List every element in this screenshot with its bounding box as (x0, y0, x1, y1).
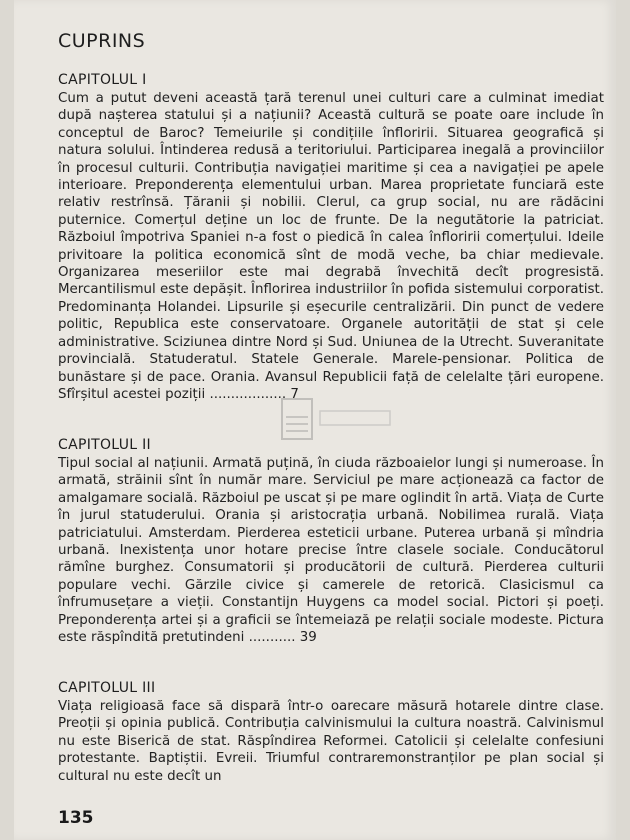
chapter-1 (58, 72, 604, 403)
watermark-book-icon (276, 393, 396, 445)
chapter-1-page-ref: 7 (290, 386, 299, 402)
page-title: CUPRINS (58, 30, 146, 52)
chapter-3 (58, 680, 604, 785)
chapter-1-heading: CAPITOLUL I (58, 72, 147, 88)
chapter-1-text: Cum a putut deveni această țară terenul unei culturi care a culminat imediat după nașterea statului și a națiunii? Această cultură se poate oare include în conceptul de Baroc? Temeiurile și condițiile înfloririi. Situarea geografică și natura solului. Întinderea redusă a teritoriului. Participarea inegală a provinciilor în procesul culturii. Contribuția navigației maritime și cea a navigației pe apele interioare. Preponderența elementului urban. Marea proprietate funciară este relativ restrînsă. Țăranii și nobilii. Clerul, ca grup social, nu are rădăcini puternice. Comerțul deține un loc de frunte. De la negutătorie la patriciat. Războiul împotriva Spaniei n-a fost o piedică în calea înfloririi comerțului. Ideile privitoare la politica economică sînt de modă veche, ba chiar medievale. Organizarea meseriilor este mai degrabă învechită decît progresistă. Mercantilismul este depășit. Înflorirea industriilor în pofida sistemului corporatist. Predominanța Holandei. Lipsurile și eșecurile centralizării. Din punct de vedere politic, Republica este conservatoare. Organele autorității de stat și cele administrative. Sciziunea dintre Nord și Sud. Uniunea de la Utrecht. Suveranitate provincială. Statuderatul. Statele Generale. Marele-pensionar. Politica de bunăstare și de pace. Orania. Avansul Republicii față de celelalte țări europene. Sfîrșitul acestei poziții (58, 91, 604, 402)
chapter-2-leader: ........... (248, 630, 296, 646)
chapter-2-page-ref: 39 (299, 630, 317, 646)
chapter-1-leader: .................. (209, 386, 287, 402)
chapter-3-heading: CAPITOLUL III (58, 680, 156, 696)
chapter-2-heading: CAPITOLUL II (58, 437, 151, 453)
book-page (14, 0, 616, 840)
chapter-2-text: Tipul social al națiunii. Armată puțină, în ciuda războaielor lungi și numeroase. În armată, străinii sînt în număr mare. Serviciul pe mare acționează ca factor de amalgamare socială. Războiul pe uscat și pe mare oglindit în artă. Viața de Curte în jurul statuderului. Orania și aristocrația urbană. Nobilimea rurală. Viața patriciatului. Amsterdam. Pierderea esteticii urbane. Puterea urbană și mîndria urbană. Inexistența unor hotare precise între clasele sociale. Conducătorul rămîne burghez. Consumatorii și producătorii de cultură. Pierderea culturii populare vechi. Gărzile civice și camerele de retorică. Clasicismul ca înfrumusețare a vieții. Constantijn Huygens ca model social. Pictori și poeți. Preponderența artei și a graficii se întemeiază pe relații sociale modeste. Pictura este răspîndită pretutindeni (58, 456, 604, 646)
chapter-3-text: Viața religioasă face să dispară într-o oarecare măsură hotarele dintre clase. Preoții și opinia publică. Contribuția calvinismului la cultura noastră. Calvinismul nu este Biserică de stat. Răspîndirea Reformei. Catolicii și celelalte confesiuni protestante. Baptiștii. Evreii. Triumful contraremonstranților pe plan social și cultural nu este decît un (58, 699, 604, 784)
chapter-1-summary (58, 90, 604, 403)
page-number: 135 (58, 808, 94, 828)
chapter-2 (58, 437, 604, 646)
chapter-3-summary (58, 698, 604, 785)
chapter-2-summary (58, 455, 604, 646)
